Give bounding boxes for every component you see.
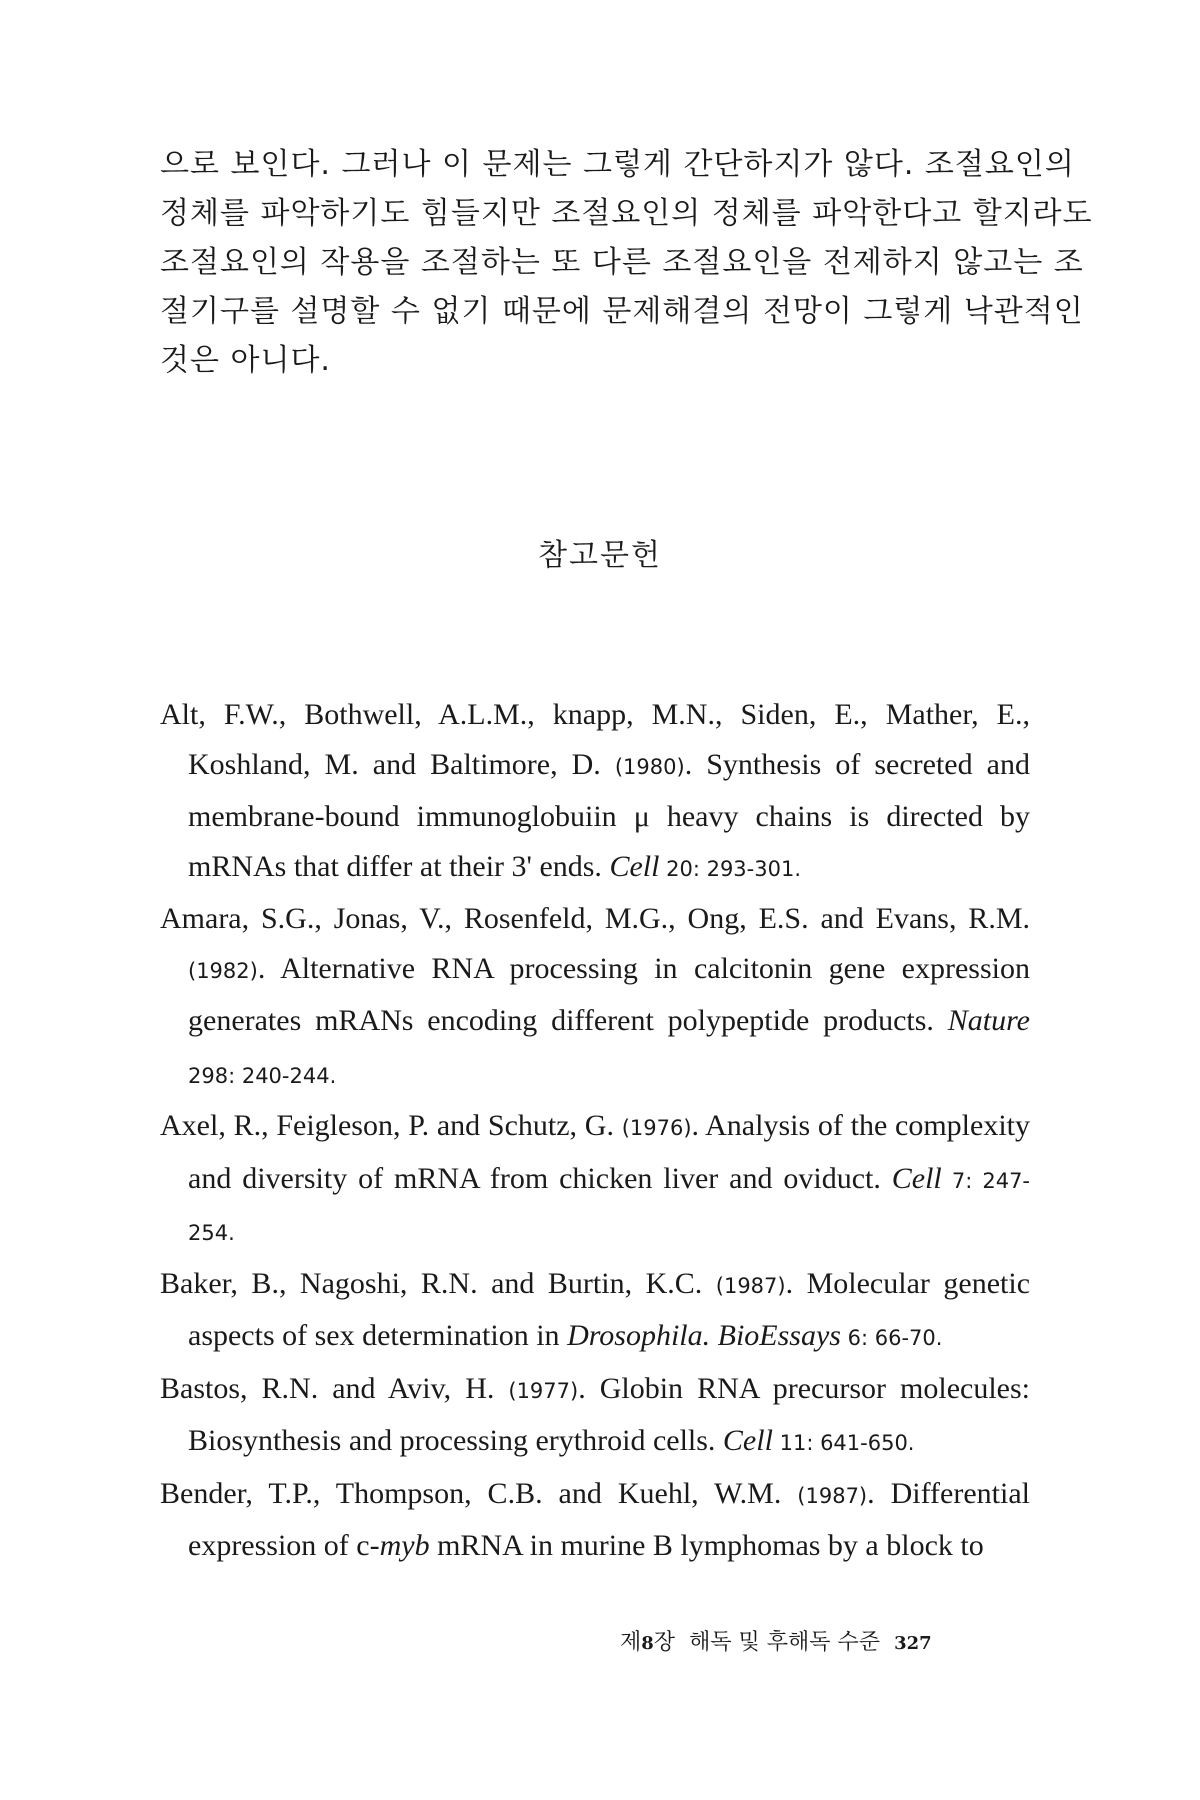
reference-pages: 6: 66-70.	[840, 1326, 943, 1350]
reference-journal: myb	[379, 1529, 430, 1562]
reference-item	[160, 690, 1030, 894]
reference-year: (1977)	[508, 1378, 579, 1403]
page-number: 327	[894, 1633, 932, 1654]
reference-journal: Cell	[722, 1424, 773, 1457]
reference-continuation: mRNA in murine B lymphomas by a block to	[429, 1529, 984, 1562]
reference-journal: Drosophila. BioEssays	[567, 1319, 841, 1352]
reference-authors: Alt, F.W., Bothwell, A.L.M., knapp, M.N., Siden, E., Mather, E., Koshland, M. and Baltimore, D.	[160, 698, 1030, 781]
section-title: 참고문헌	[538, 538, 662, 573]
intro-line: 것은 아니다.	[160, 343, 331, 378]
reference-list	[160, 690, 1030, 1571]
reference-year: (1987)	[797, 1483, 868, 1508]
reference-title: . Synthesis of secreted and membrane-bound immunoglobuiin μ heavy chains is directed by mRNAs that differ at their 3' ends.	[188, 747, 1030, 883]
intro-line: 조절요인의 작용을 조절하는 또 다른 조절요인을 전제하지 않고는 조	[160, 245, 1084, 280]
reference-pages: 11: 641-650.	[772, 1431, 915, 1455]
reference-pages: 20: 293-301.	[659, 856, 802, 881]
reference-title: . Alternative RNA processing in calcitonin gene expression generates mRANs encoding different polypeptide products.	[188, 951, 1030, 1037]
reference-authors: Bastos, R.N. and Aviv, H.	[160, 1371, 509, 1405]
reference-journal: Nature	[947, 1004, 1030, 1037]
chapter-prefix: 제	[620, 1630, 642, 1655]
reference-item	[160, 894, 1030, 1101]
reference-journal: Cell	[891, 1161, 942, 1195]
reference-pages: 298: 240-244.	[188, 1063, 337, 1088]
reference-authors: Bender, T.P., Thompson, C.B. and Kuehl, W.M.	[160, 1476, 798, 1510]
reference-year: (1987)	[715, 1273, 786, 1298]
reference-journal: Cell	[609, 849, 660, 883]
reference-title: . Analysis of the complexity and diversity of mRNA from chicken liver and oviduct.	[188, 1109, 1030, 1195]
intro-line: 으로 보인다. 그러나 이 문제는 그렇게 간단하지가 않다. 조절요인의	[160, 147, 1075, 182]
reference-item	[160, 1364, 1030, 1469]
reference-year: (1976)	[621, 1116, 692, 1140]
chapter-number: 8	[641, 1633, 654, 1654]
reference-year: (1980)	[614, 754, 685, 779]
reference-pages: 7: 247-254.	[188, 1168, 1031, 1245]
reference-item	[160, 1259, 1030, 1364]
intro-line: 정체를 파악하기도 힘들지만 조절요인의 정체를 파악한다고 할지라도	[160, 196, 1093, 231]
reference-authors: Amara, S.G., Jonas, V., Rosenfeld, M.G., Ong, E.S. and Evans, R.M.	[160, 902, 1030, 935]
chapter-title: 해독 및 후해독 수준	[689, 1630, 881, 1655]
intro-line: 절기구를 설명할 수 없기 때문에 문제해결의 전망이 그렇게 낙관적인	[160, 294, 1084, 329]
reference-year: (1982)	[188, 958, 258, 983]
reference-authors: Baker, B., Nagoshi, R.N. and Burtin, K.C.	[160, 1266, 716, 1300]
intro-paragraph	[160, 140, 1093, 385]
reference-title: . Globin RNA precursor molecules: Biosynthesis and processing erythroid cells.	[188, 1371, 1030, 1457]
chapter-suffix: 장	[653, 1630, 676, 1655]
page-footer	[620, 1625, 932, 1656]
reference-authors: Axel, R., Feigleson, P. and Schutz, G.	[160, 1109, 622, 1142]
reference-item	[160, 1101, 1030, 1259]
reference-item	[160, 1469, 1030, 1571]
reference-title: . Differential expression of c-	[188, 1476, 1030, 1562]
reference-title: . Molecular genetic aspects of sex determination in	[188, 1266, 1031, 1352]
